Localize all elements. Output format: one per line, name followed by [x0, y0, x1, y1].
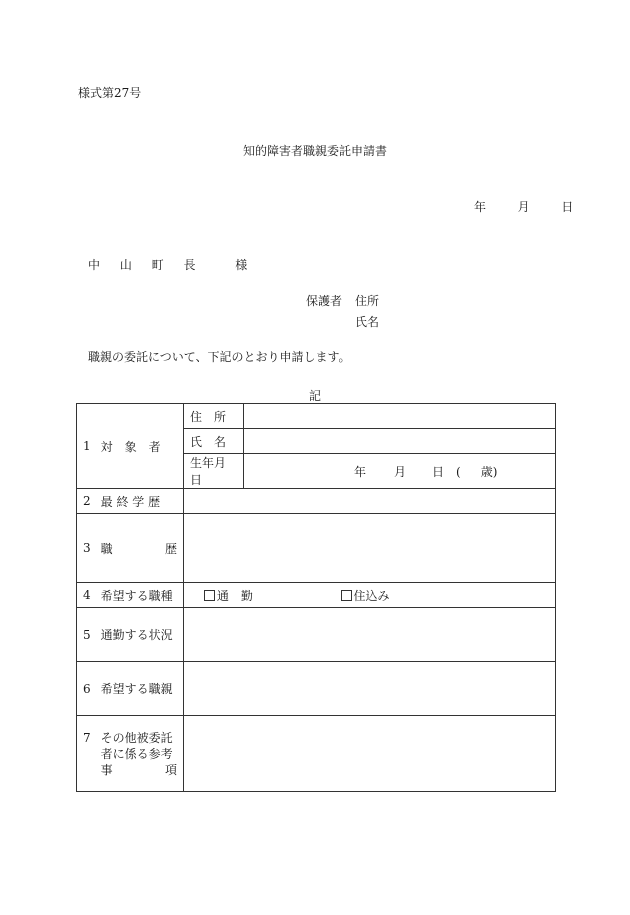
desired-employer-label: 希望する職親: [100, 682, 173, 696]
guardian-name-label: 氏名: [355, 315, 380, 329]
ki-heading: 記: [308, 389, 321, 403]
date-day-label: 日: [561, 200, 574, 214]
row-number: 2: [83, 494, 91, 508]
subject-birth-field[interactable]: [244, 454, 556, 489]
form-title: 知的障害者職親委託申請書: [242, 144, 387, 158]
row-number: 5: [83, 627, 91, 642]
education-field[interactable]: [184, 489, 556, 514]
birth-year-label: 年: [354, 464, 367, 479]
table-row-desired-work: [77, 583, 556, 608]
birth-day-label: 日: [432, 464, 445, 479]
commute-checkbox[interactable]: [204, 590, 215, 601]
date-month-label: 月: [517, 200, 530, 214]
application-table: [76, 403, 556, 792]
work-history-label-b: 歴: [164, 541, 177, 556]
education-label: 最 終 学 歴: [100, 494, 161, 509]
guardian-role: 保護者: [306, 294, 343, 308]
other-notes-line3-b: 項: [164, 763, 177, 777]
subject-name-field[interactable]: [244, 429, 556, 454]
table-row-work-history: [77, 514, 556, 583]
row-number: 4: [83, 588, 91, 602]
livein-option-label: 住込み: [353, 588, 390, 603]
other-notes-line1: その他被委託: [100, 731, 173, 745]
row-number: 3: [83, 541, 91, 555]
subject-address-field[interactable]: [244, 404, 556, 429]
work-history-field[interactable]: [184, 514, 556, 583]
form-number: 様式第27号: [78, 86, 142, 100]
commute-option-label: 通 勤: [216, 588, 253, 603]
education-label-cell: [77, 489, 184, 514]
sub-address-label: 住 所: [184, 404, 244, 429]
commute-status-label-cell: [77, 608, 184, 662]
date-line: [474, 198, 573, 215]
age-label: 歳): [480, 464, 498, 479]
other-notes-line3-a: 事: [100, 763, 113, 777]
intro-text: 職親の委託について、下記のとおり申請します。: [88, 350, 351, 364]
addressee: 中 山 町 長 様: [88, 258, 256, 272]
desired-work-label: 希望する職種: [100, 588, 173, 603]
subject-label: 対 象 者: [100, 439, 161, 454]
other-notes-label-cell: [77, 716, 184, 792]
table-row-desired-employer: [77, 662, 556, 716]
commute-status-field[interactable]: [184, 608, 556, 662]
row-number: 7: [83, 731, 91, 745]
other-notes-field[interactable]: [184, 716, 556, 792]
row-number: 1: [83, 439, 91, 453]
work-history-label-cell: [77, 514, 184, 583]
work-history-label-a: 職: [100, 541, 113, 556]
commute-status-label: 通勤する状況: [100, 628, 173, 642]
sub-birth-label: 生年月日: [184, 454, 244, 489]
sub-name-label: 氏 名: [184, 429, 244, 454]
desired-work-options: [184, 583, 556, 608]
date-year-label: 年: [474, 200, 487, 214]
age-open-paren: (: [456, 464, 461, 479]
table-row-other-notes: [77, 716, 556, 792]
table-row-commute-status: [77, 608, 556, 662]
desired-employer-field[interactable]: [184, 662, 556, 716]
guardian-address-label: 住所: [355, 294, 380, 308]
other-notes-line2: 者に係る参考: [100, 747, 173, 761]
livein-checkbox[interactable]: [341, 590, 352, 601]
subject-label-cell: [77, 404, 184, 489]
desired-employer-label-cell: [77, 662, 184, 716]
birth-month-label: 月: [394, 464, 407, 479]
row-number: 6: [83, 681, 91, 696]
table-row-subject-address: [77, 404, 556, 429]
table-row-education: [77, 489, 556, 514]
desired-work-label-cell: [77, 583, 184, 608]
